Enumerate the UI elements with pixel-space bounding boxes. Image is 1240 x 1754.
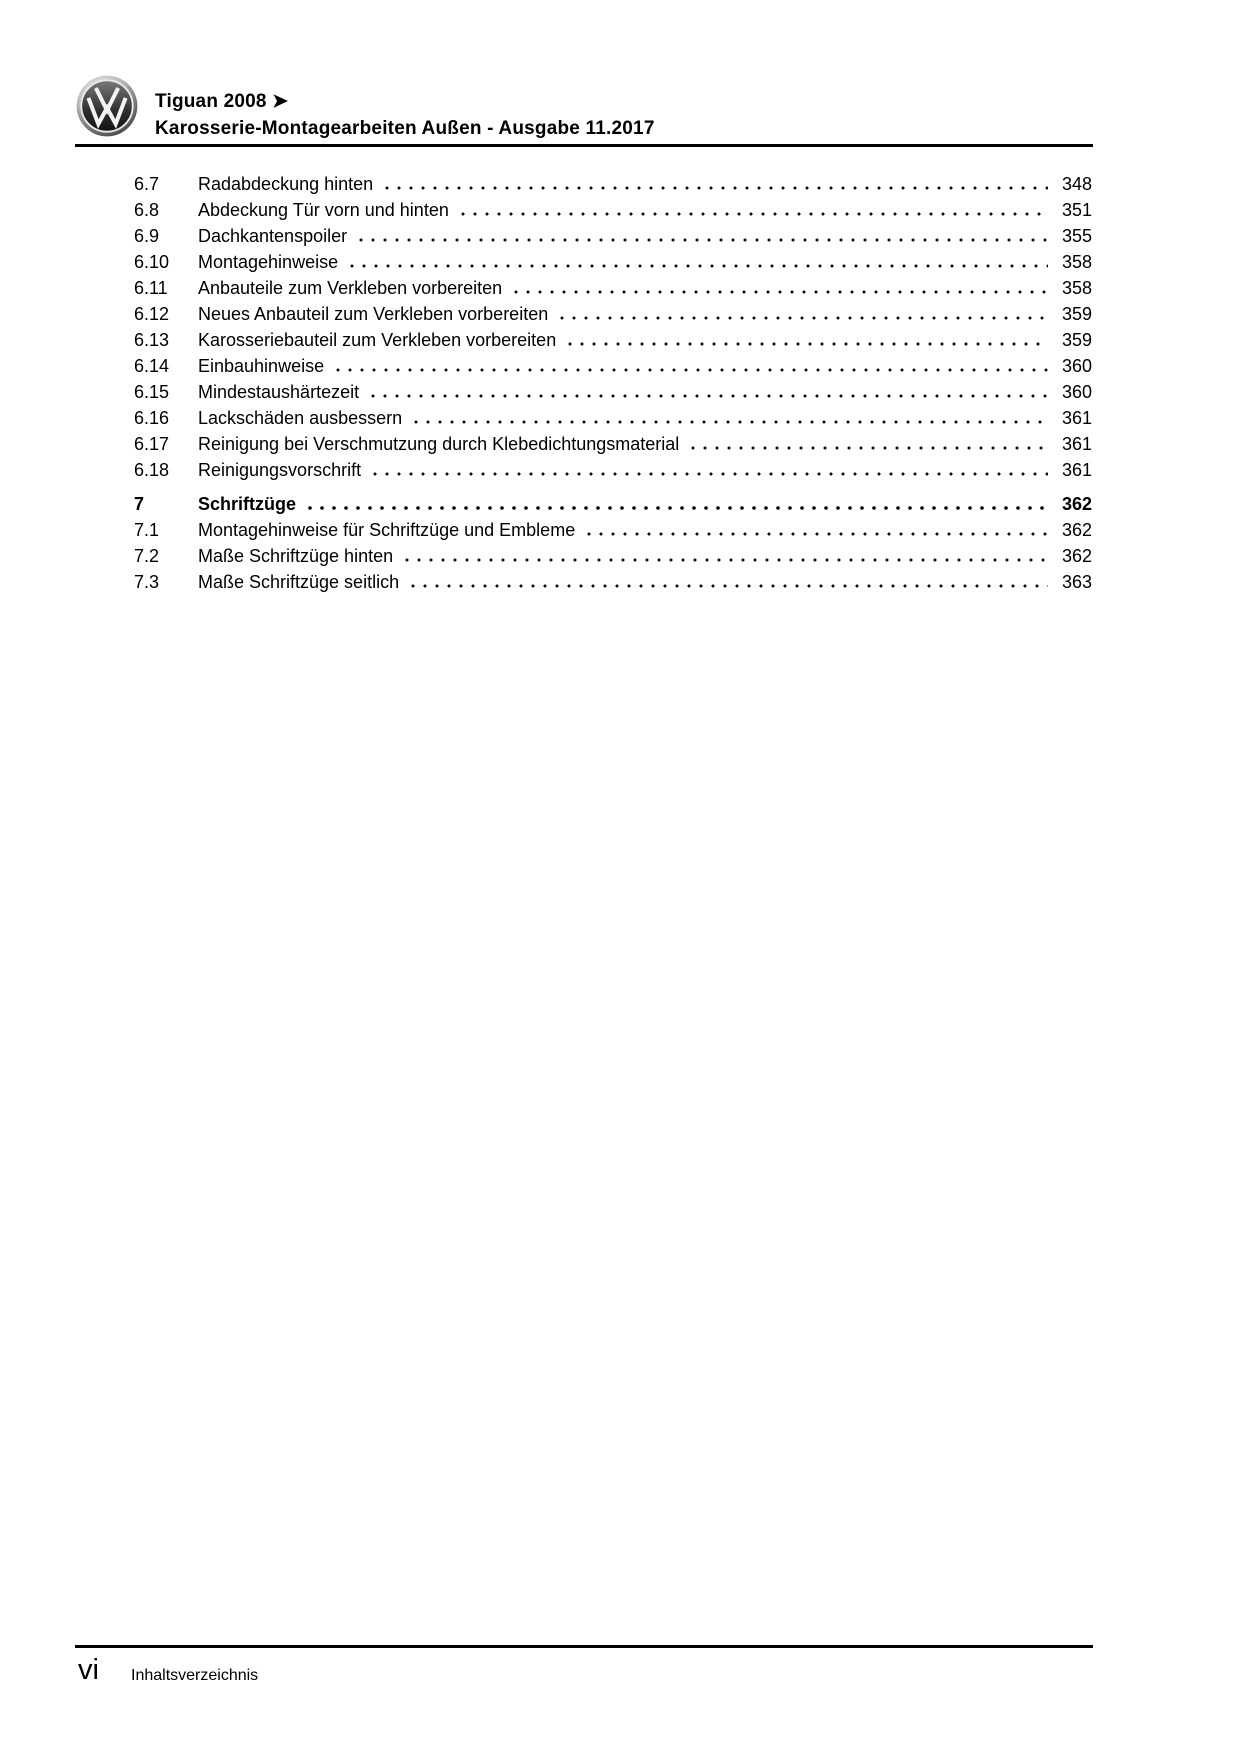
footer-divider (75, 1645, 1093, 1648)
toc-entry (134, 171, 1092, 197)
dot-leader (405, 558, 1048, 562)
toc-entry-title: Abdeckung Tür vorn und hinten (198, 200, 449, 220)
toc-entry (134, 491, 1092, 517)
toc-entry-title: Anbauteile zum Verkleben vorbereiten (198, 278, 503, 298)
toc-entry-page: 358 (1061, 252, 1092, 272)
toc-entry (134, 405, 1092, 431)
toc-entry (134, 353, 1092, 379)
toc-entry-number: 6.14 (134, 356, 170, 376)
toc-entry-page: 361 (1061, 434, 1092, 454)
toc-entry-number: 6.13 (134, 330, 170, 350)
toc-entry-page: 359 (1061, 330, 1092, 350)
toc-entry-number: 6.12 (134, 304, 170, 324)
dot-leader (560, 316, 1048, 320)
toc-entry (134, 197, 1092, 223)
toc-entry (134, 517, 1092, 543)
dot-leader (350, 264, 1048, 268)
toc-entry (134, 249, 1092, 275)
toc-entry-title: Dachkantenspoiler (198, 226, 348, 246)
toc-entry-number: 6.7 (134, 174, 160, 194)
toc-entry (134, 379, 1092, 405)
toc-entry (134, 327, 1092, 353)
toc-entry-number: 6.17 (134, 434, 170, 454)
toc-entry-title: Lackschäden ausbessern (198, 408, 403, 428)
toc-entry-title: Reinigungsvorschrift (198, 460, 362, 480)
toc-entry-number: 7.1 (134, 520, 160, 540)
footer-section-label: Inhaltsverzeichnis (131, 1667, 259, 1684)
toc-entry-page: 359 (1061, 304, 1092, 324)
toc-entry-number: 7.2 (134, 546, 160, 566)
dot-leader (308, 506, 1048, 510)
toc-entry-number: 6.9 (134, 226, 160, 246)
dot-leader (359, 238, 1048, 242)
toc-entry-number: 6.11 (134, 278, 168, 298)
header-subtitle-line: Karosserie-Montagearbeiten Außen - Ausgabe 11.2017 (155, 118, 655, 139)
toc-entry (134, 431, 1092, 457)
vw-logo (76, 74, 138, 138)
toc-entry-title: Montagehinweise (198, 252, 339, 272)
dot-leader (373, 472, 1048, 476)
header-title-block (155, 88, 655, 142)
toc-entry-page: 361 (1061, 460, 1092, 480)
toc-entry-page: 361 (1061, 408, 1092, 428)
toc-entry-title: Neues Anbauteil zum Verkleben vorbereiten (198, 304, 549, 324)
toc-entry-page: 362 (1061, 494, 1092, 514)
toc-entry-title: Einbauhinweise (198, 356, 325, 376)
dot-leader (414, 420, 1048, 424)
toc-entry-title: Mindestaushärtezeit (198, 382, 360, 402)
toc-entry-title: Maße Schriftzüge seitlich (198, 572, 400, 592)
toc-entry-page: 348 (1061, 174, 1092, 194)
toc-entry-page: 358 (1061, 278, 1092, 298)
toc-entry-page: 362 (1061, 546, 1092, 566)
dot-leader (385, 186, 1048, 190)
toc-entry (134, 457, 1092, 483)
toc-entry-number: 7.3 (134, 572, 160, 592)
toc-entry-number: 6.8 (134, 200, 160, 220)
toc-entry-number: 6.16 (134, 408, 170, 428)
dot-leader (691, 446, 1048, 450)
dot-leader (336, 368, 1048, 372)
dot-leader (461, 212, 1048, 216)
toc-entry-title: Schriftzüge (198, 494, 297, 514)
toc-entry-number: 6.10 (134, 252, 170, 272)
toc-entry-page: 362 (1061, 520, 1092, 540)
toc-entry-title: Radabdeckung hinten (198, 174, 374, 194)
toc-entry-number: 6.15 (134, 382, 170, 402)
toc-entry-page: 360 (1061, 356, 1092, 376)
dot-leader (411, 584, 1048, 588)
toc-entry-page: 360 (1061, 382, 1092, 402)
toc-entry (134, 275, 1092, 301)
header-divider (75, 144, 1093, 147)
toc-entry (134, 223, 1092, 249)
toc-entry-page: 351 (1061, 200, 1092, 220)
header-model-line: Tiguan 2008 ➤ (155, 91, 289, 112)
toc-entry-title: Reinigung bei Verschmutzung durch Klebedichtungsmaterial (198, 434, 680, 454)
toc-entry-page: 363 (1061, 572, 1092, 592)
dot-leader (568, 342, 1048, 346)
toc-entry (134, 301, 1092, 327)
dot-leader (587, 532, 1048, 536)
toc-entry-title: Karosseriebauteil zum Verkleben vorbereiten (198, 330, 557, 350)
toc-entry-number: 6.18 (134, 460, 170, 480)
toc-entry-title: Maße Schriftzüge hinten (198, 546, 394, 566)
toc-entry-number: 7 (134, 494, 145, 514)
toc-entry (134, 543, 1092, 569)
toc-entry-title: Montagehinweise für Schriftzüge und Embleme (198, 520, 576, 540)
toc-entry (134, 569, 1092, 595)
footer-page-number: vi (78, 1654, 99, 1686)
dot-leader (371, 394, 1048, 398)
table-of-contents (134, 171, 1092, 595)
toc-entry-page: 355 (1061, 226, 1092, 246)
dot-leader (514, 290, 1048, 294)
